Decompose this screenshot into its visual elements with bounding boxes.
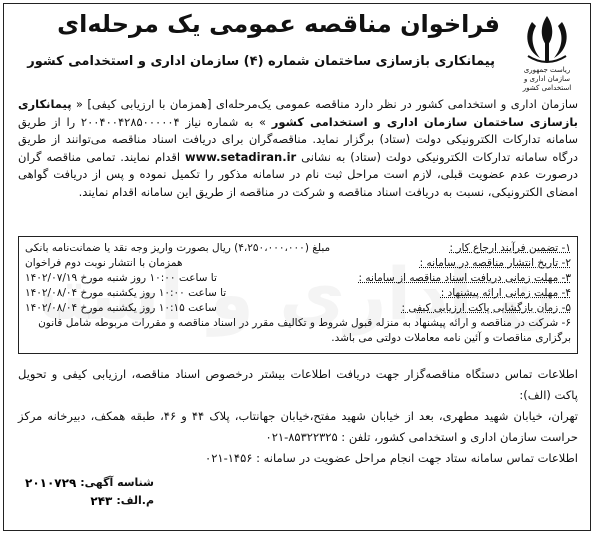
ad-code-number: ۲۴۳: [90, 494, 113, 508]
emblem-caption: [510, 66, 584, 93]
contact-address: تهران، خیابان شهید مطهری، بعد از خیابان شهید مفتح،خیابان جهانتاب، پلاک ۴۴ و ۴۶، طبقه همکف، دبیرخانه مرکز حراست سازمان اداری و استخدامی کشور، تلفن : ۸۵۳۲۲۳۲۵-۰۲۱: [18, 409, 578, 444]
contact-section: [18, 364, 578, 469]
intro-text: سازمان اداری و استخدامی کشور در نظر دارد مناقصه عمومی یک‌مرحله‌ای [همزمان با ارزیابی کیفی] «: [71, 97, 578, 111]
term-row: [25, 256, 571, 271]
term-row: [25, 241, 571, 256]
ad-id-label: شناسه آگهی:: [80, 476, 154, 489]
setad-url-link[interactable]: www.setadiran.ir: [185, 149, 297, 164]
term-value: تا ساعت ۱۰:۰۰ روز شنبه مورخ ۱۴۰۲/۰۷/۱۹: [25, 272, 217, 284]
term-label: ۵- زمان بازگشایی پاکت ارزیابی کیفی :: [401, 302, 571, 314]
project-name: پیمانکاری بازسازی ساختمان سازمان اداری و استخدامی کشور: [18, 97, 578, 129]
contact-line: اطلاعات تماس سامانه ستاد جهت انجام مراحل عضویت در سامانه : ۱۴۵۶-۰۲۱: [205, 451, 578, 465]
terms-box: [18, 236, 578, 354]
ad-code-line: [12, 492, 154, 510]
iran-emblem-icon: [518, 12, 576, 66]
contact-line: اطلاعات تماس دستگاه مناقصه‌گزار جهت دریافت اطلاعات بیشتر درخصوص اسناد مناقصه، ارزیابی کیفی و تحویل پاکت (الف):: [18, 367, 578, 402]
term-note: ۶- شرکت در مناقصه و ارائه پیشنهاد به منزله قبول شروط و تکالیف مقرر در اسناد مناقصه و مقررات مربوطه شامل قانون برگزاری مناقصات و آئین نامه معاملات دولتی می باشد.: [38, 317, 571, 344]
term-row: [25, 286, 571, 301]
term-value: تا ساعت ۱۰:۰۰ روز یکشنبه مورخ ۱۴۰۲/۰۸/۰۴: [25, 287, 227, 299]
ad-identifier: [12, 474, 154, 522]
intro-text: » به شماره نیاز ۲۰۰۴۰۰۴۲۸۵۰۰۰۰۰۴ را از طریق سامانه تدارکات الکترونیکی دولت (ستاد) برگزار نماید. مناقصه‌گران برای دریافت اسناد مناقصه می‌توانند از طریق درگاه سامانه تدارکات الکترونیکی دولت (ستاد) به نشانی: [18, 114, 578, 164]
term-row: [25, 271, 571, 286]
term-value: همزمان با انتشار نوبت دوم فراخوان: [25, 257, 183, 269]
emblem-caption-line: سازمان اداری و استخدامی کشور: [522, 75, 572, 92]
term-value: ساعت ۱۰:۱۵ روز یکشنبه مورخ ۱۴۰۲/۰۸/۰۴: [25, 302, 217, 314]
term-label: ۲- تاریخ انتشار مناقصه در سامانه :: [419, 257, 571, 269]
ad-id-line: [12, 474, 154, 492]
intro-paragraph: [18, 96, 578, 201]
page-title: فراخوان مناقصه عمومی یک مرحله‌ای: [57, 10, 500, 38]
emblem-caption-line: ریاست جمهوری: [523, 66, 571, 74]
term-label: ۴- مهلت زمانی ارائه پیشنهاد :: [440, 287, 571, 299]
ad-code-label: م.الف:: [116, 494, 154, 507]
term-row: [25, 301, 571, 316]
term-label: ۱- تضمین فرآیند ارجاع کار :: [449, 242, 571, 254]
term-label: ۳- مهلت زمانی دریافت اسناد مناقصه از سامانه :: [358, 272, 571, 284]
intro-text: اقدام نمایند. تمامی مناقصه گران درصورت عدم عضویت قبلی، لازم است مراحل ثبت نام در سامانه مذکور را تکمیل نموده و پس از دریافت گواهی امضای الکترونیکی، نسبت به دریافت اسناد مناقصه و شرکت در مناقصه از طریق این سامانه اقدام نمایند.: [18, 149, 578, 199]
page-subtitle: پیمانکاری بازسازی ساختمان شماره (۴) سازمان اداری و استخدامی کشور: [27, 54, 495, 69]
ad-frame: [3, 3, 591, 531]
term-value: مبلغ (۴،۲۵۰،۰۰۰،۰۰۰) ریال بصورت واریز وجه نقد یا ضمانت‌نامه بانکی: [25, 242, 331, 254]
ad-id-number: ۲۰۱۰۷۲۹: [25, 476, 77, 490]
header: [4, 4, 590, 92]
